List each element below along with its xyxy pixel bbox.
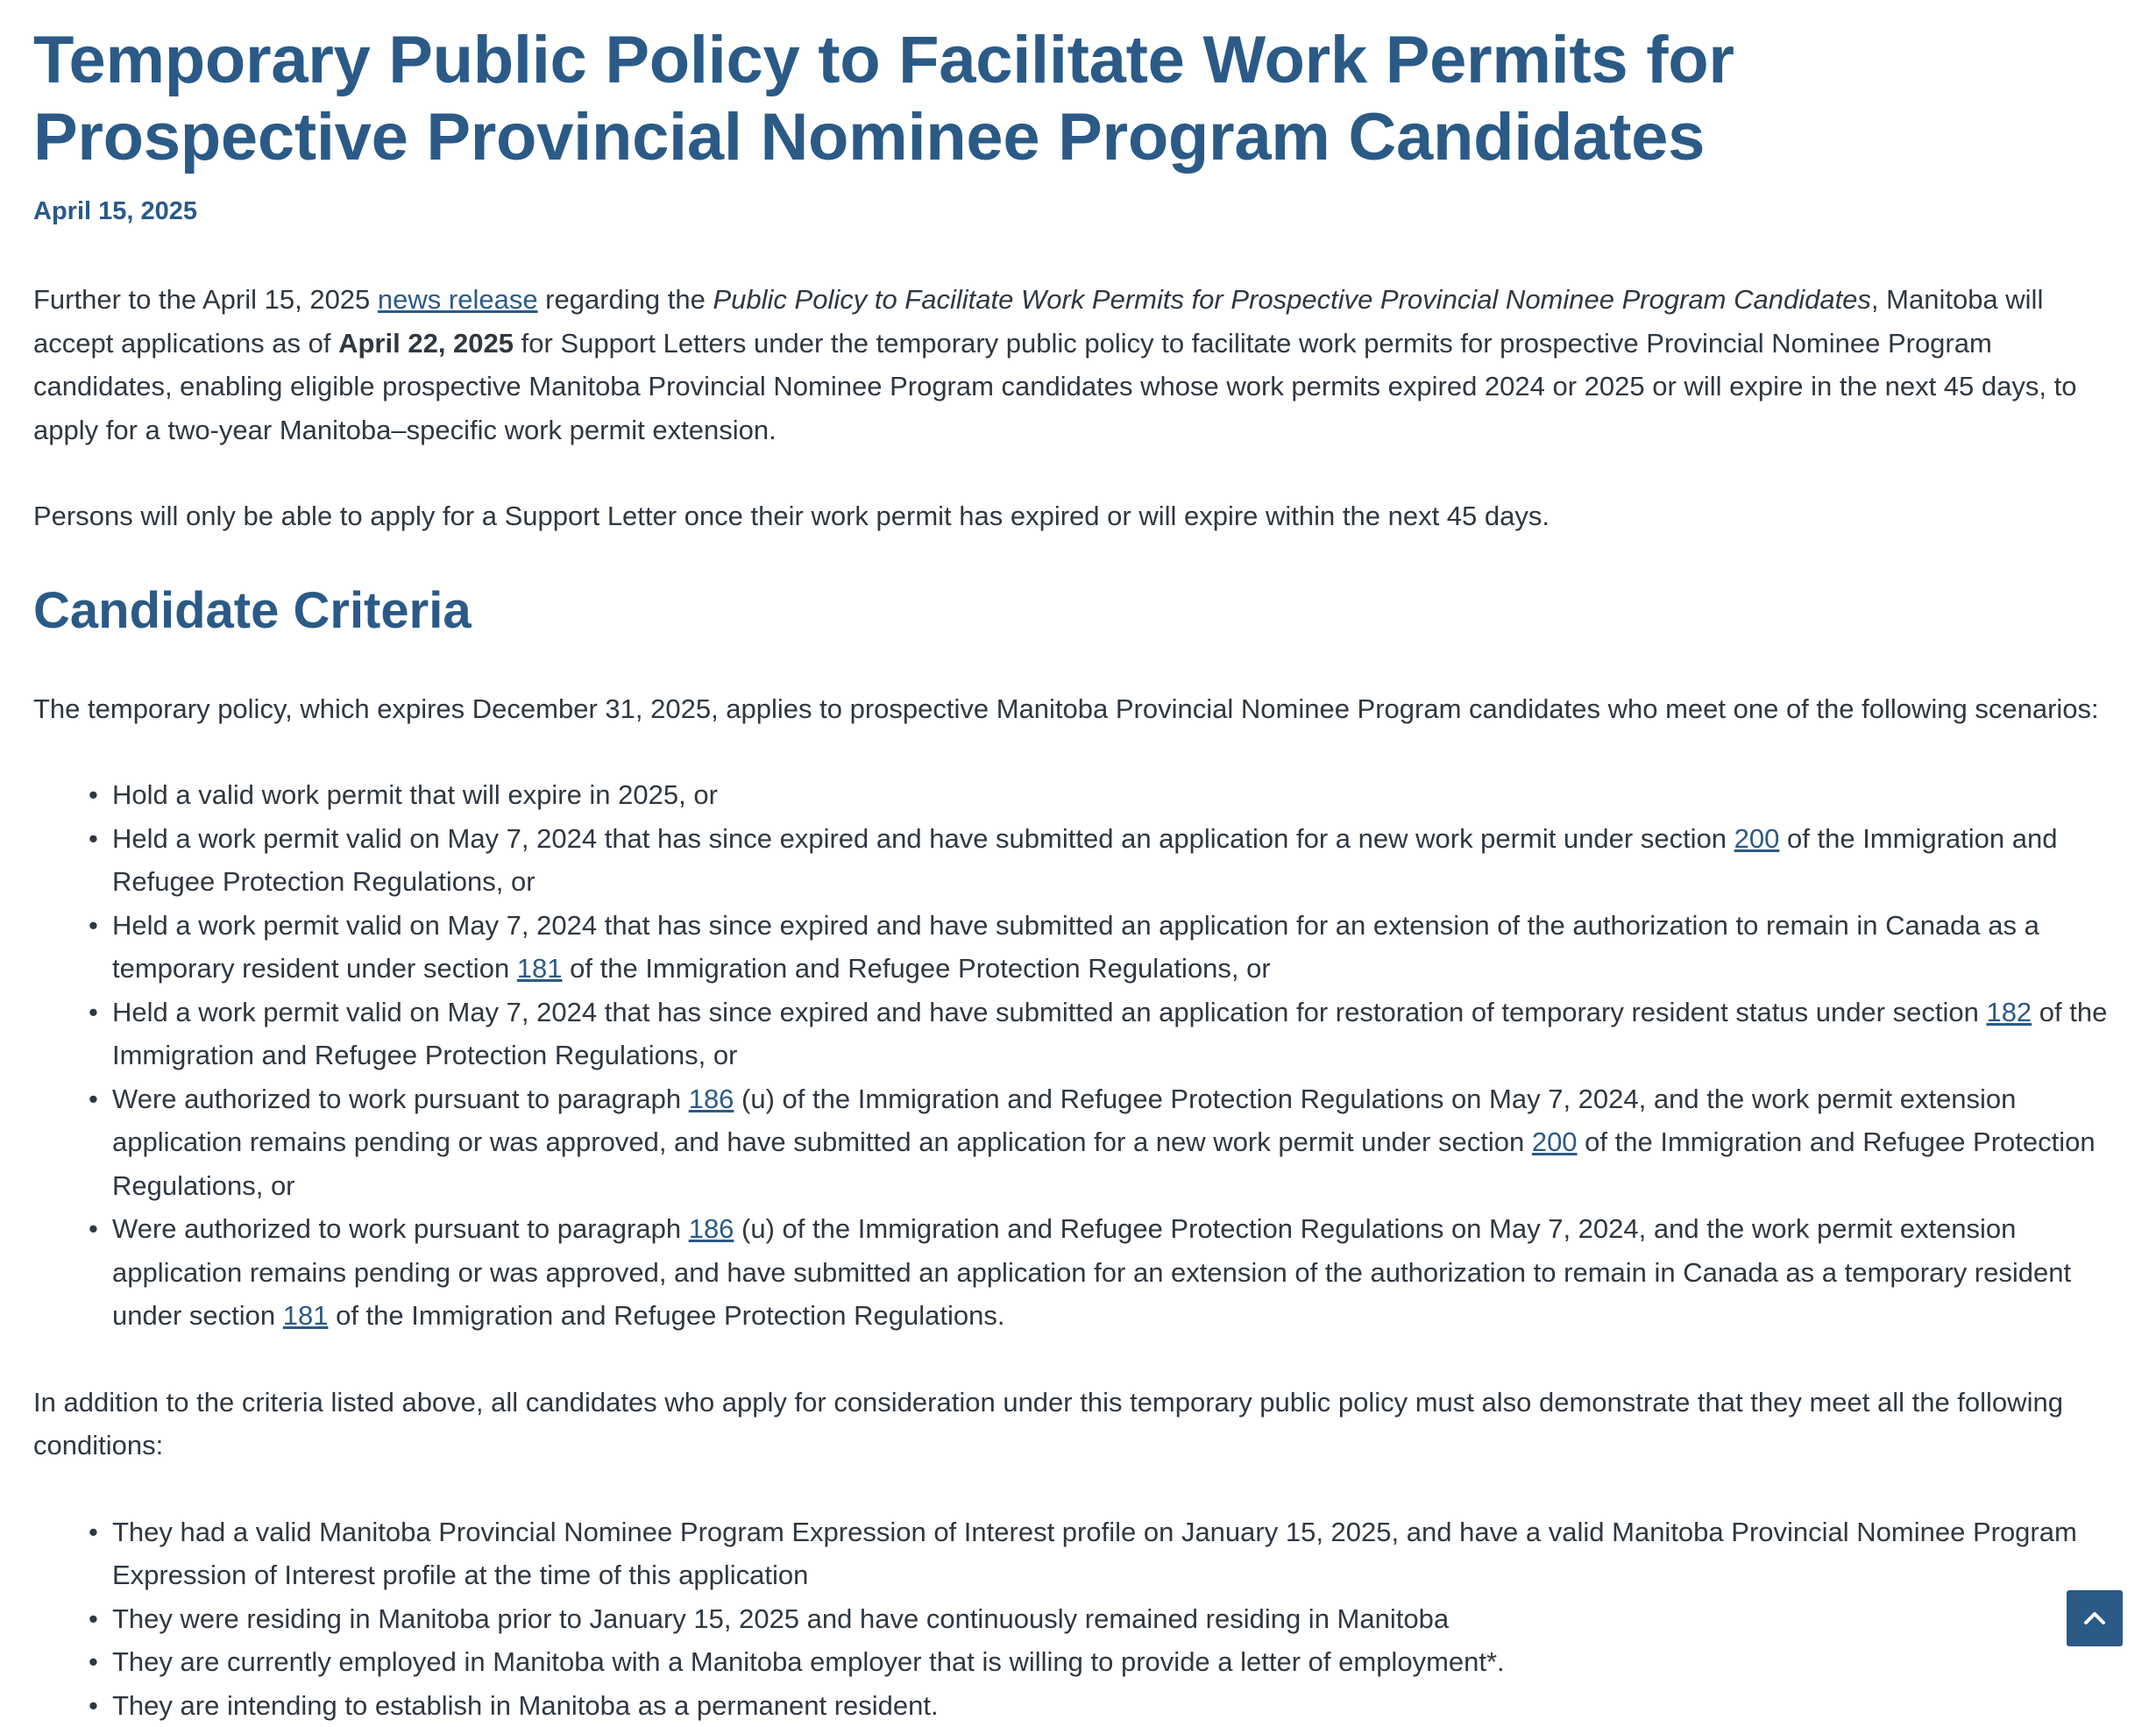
bullet-icon: • [89, 1684, 98, 1727]
section-181-link[interactable]: 181 [283, 1300, 329, 1331]
criteria-text: of the Immigration and Refugee Protection Regulations. [328, 1300, 1004, 1331]
criteria-item [112, 991, 2123, 1077]
bullet-icon: • [89, 1597, 98, 1641]
criteria-item [112, 1077, 2123, 1208]
criteria-item [112, 904, 2123, 991]
criteria-text: Held a work permit valid on May 7, 2024 that has since expired and have submitted an application for a new work permit under section [112, 823, 1734, 854]
intro-text-3: , Manitoba will accept applications as of [33, 284, 2043, 359]
condition-item [112, 1510, 2123, 1597]
intro-paragraph [33, 278, 2123, 451]
condition-text: They are intending to establish in Manitoba as a permanent resident. [112, 1690, 939, 1721]
page-title: Temporary Public Policy to Facilitate Work Permits for Prospective Provincial Nominee Program Candidates [33, 22, 2123, 176]
conditions-intro-paragraph: In addition to the criteria listed above, all candidates who apply for consideration under this temporary public policy must also demonstrate that they meet all the following conditions: [33, 1381, 2123, 1468]
criteria-item [112, 773, 2123, 817]
criteria-text: of the Immigration and Refugee Protection Regulations, or [112, 823, 2057, 898]
section-181-link[interactable]: 181 [517, 953, 563, 984]
condition-text: They were residing in Manitoba prior to January 15, 2025 and have continuously remained residing in Manitoba [112, 1603, 1449, 1634]
paragraph-186-link[interactable]: 186 [689, 1213, 734, 1244]
criteria-text: Were authorized to work pursuant to paragraph [112, 1213, 689, 1244]
bullet-icon: • [89, 1510, 98, 1554]
condition-item [112, 1640, 2123, 1684]
criteria-item [112, 817, 2123, 904]
section-182-link[interactable]: 182 [1986, 997, 2032, 1027]
intro-text-1: Further to the April 15, 2025 [33, 284, 378, 315]
section-heading-candidate-criteria: Candidate Criteria [33, 580, 2123, 642]
bullet-icon: • [89, 773, 98, 817]
intro-text-2: regarding the [538, 284, 713, 315]
bullet-icon: • [89, 1207, 98, 1251]
criteria-list [33, 773, 2123, 1338]
bullet-icon: • [89, 1077, 98, 1121]
criteria-text: Held a work permit valid on May 7, 2024 that has since expired and have submitted an application for an extension of the authorization to remain in Canada as a temporary resident under section [112, 910, 2039, 984]
bullet-icon: • [89, 817, 98, 861]
intro-text-4: for Support Letters under the temporary public policy to facilitate work permits for prospective Provincial Nominee Program candidates, enabling eligible prospective Manitoba Provincial Nominee Program candidates whose work permits expired 2024 or 2025 or will expire in the next 45 days, to apply for a two-year Manitoba–specific work permit extension. [33, 328, 2076, 445]
section-200-link[interactable]: 200 [1532, 1126, 1578, 1157]
criteria-text: Held a work permit valid on May 7, 2024 that has since expired and have submitted an application for restoration of temporary resident status under section [112, 997, 1986, 1027]
criteria-text: of the Immigration and Refugee Protection Regulations, or [112, 1126, 2096, 1201]
paragraph-186-link[interactable]: 186 [689, 1084, 734, 1114]
condition-text: They had a valid Manitoba Provincial Nominee Program Expression of Interest profile on January 15, 2025, and have a valid Manitoba Provincial Nominee Program Expression of Interest profile at the time of this application [112, 1517, 2077, 1591]
bullet-icon: • [89, 904, 98, 948]
criteria-text: Hold a valid work permit that will expire in 2025, or [112, 779, 718, 810]
back-to-top-button[interactable] [2067, 1590, 2123, 1646]
bullet-icon: • [89, 1640, 98, 1684]
criteria-text: of the Immigration and Refugee Protection Regulations, or [563, 953, 1271, 984]
bullet-icon: • [89, 991, 98, 1034]
criteria-item [112, 1207, 2123, 1338]
criteria-text: Were authorized to work pursuant to paragraph [112, 1084, 689, 1114]
criteria-text: (u) of the Immigration and Refugee Protection Regulations on May 7, 2024, and the work permit extension application remains pending or was approved, and have submitted an application for an extension of the authorization to remain in Canada as a temporary resident under section [112, 1213, 2071, 1331]
condition-item [112, 1597, 2123, 1641]
chevron-up-icon [2080, 1603, 2110, 1633]
section-200-link[interactable]: 200 [1734, 823, 1780, 854]
support-letter-note: Persons will only be able to apply for a Support Letter once their work permit has expired or will expire within the next 45 days. [33, 494, 2123, 538]
news-release-link[interactable]: news release [378, 284, 538, 315]
condition-item [112, 1684, 2123, 1727]
criteria-text: (u) of the Immigration and Refugee Protection Regulations on May 7, 2024, and the work permit extension application remains pending or was approved, and have submitted an application for a new work permit under section [112, 1084, 2016, 1158]
condition-text: They are currently employed in Manitoba with a Manitoba employer that is willing to provide a letter of employment*. [112, 1646, 1505, 1677]
policy-paragraph: The temporary policy, which expires December 31, 2025, applies to prospective Manitoba Provincial Nominee Program candidates who meet one of the following scenarios: [33, 687, 2123, 731]
policy-name: Public Policy to Facilitate Work Permits for Prospective Provincial Nominee Program Candidates [713, 284, 1870, 315]
conditions-list [33, 1510, 2123, 1727]
application-date: April 22, 2025 [338, 328, 514, 359]
criteria-text: of the Immigration and Refugee Protection Regulations, or [112, 997, 2107, 1071]
publish-date: April 15, 2025 [33, 195, 2123, 227]
